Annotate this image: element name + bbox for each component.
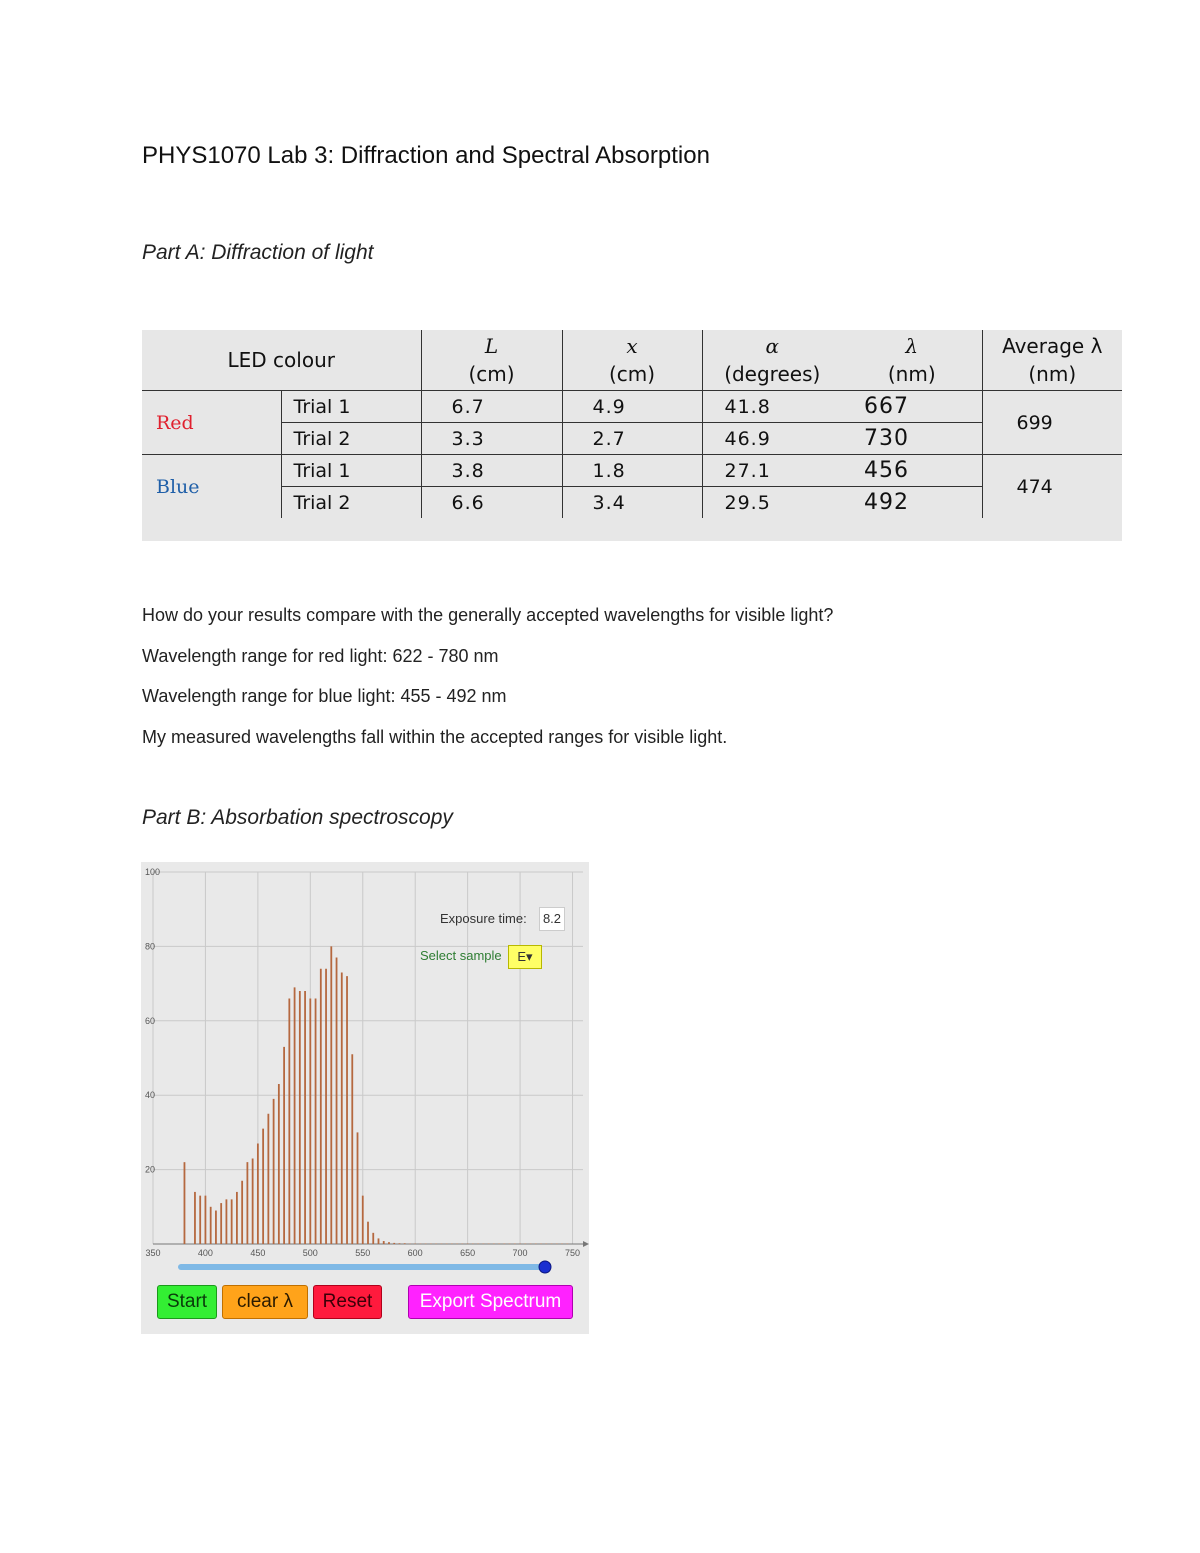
cell-alpha: 41.8 [702, 391, 842, 423]
spectrum-chart [141, 862, 589, 1334]
cell-x: 1.8 [562, 455, 702, 487]
x-tick-label: 600 [407, 1248, 423, 1258]
led-colour-red: Red [142, 391, 281, 455]
cell-lambda: 667 [842, 391, 982, 423]
exposure-time-input[interactable]: 8.2 [539, 907, 565, 931]
cell-lambda: 492 [864, 490, 909, 515]
table-row [142, 423, 1122, 455]
cell-alpha: 46.9 [702, 423, 842, 455]
conclusion-text: My measured wavelengths fall within the accepted ranges for visible light. [142, 727, 728, 747]
blue-range-text: Wavelength range for blue light: 455 - 492 nm [142, 686, 507, 706]
select-sample-label: Select sample [420, 948, 502, 963]
diffraction-table [142, 330, 1122, 518]
spectrometer-panel [141, 862, 589, 1334]
x-tick-label: 550 [355, 1248, 371, 1258]
cell-x: 4.9 [562, 391, 702, 423]
comparison-question: How do your results compare with the generally accepted wavelengths for visible light? [142, 605, 834, 625]
x-tick-label: 350 [145, 1248, 161, 1258]
cell-L: 6.7 [421, 391, 562, 423]
header-led-colour: LED colour [142, 330, 421, 391]
cell-lambda: 456 [842, 455, 982, 487]
header-x: x (cm) [562, 330, 702, 391]
x-axis-arrow-icon [583, 1241, 589, 1247]
table-header-row [142, 330, 1122, 391]
cell-alpha: 27.1 [702, 455, 842, 487]
start-button[interactable]: Start [157, 1285, 217, 1319]
cell-x: 3.4 [562, 487, 702, 519]
cell-L: 6.6 [421, 487, 562, 519]
x-tick-label: 700 [512, 1248, 528, 1258]
page-title: PHYS1070 Lab 3: Diffraction and Spectral Absorption [142, 142, 710, 169]
y-tick-label: 20 [145, 1164, 156, 1175]
y-tick-label: 60 [145, 1015, 156, 1026]
x-tick-label: 750 [564, 1248, 581, 1258]
exposure-time-label: Exposure time: [440, 911, 527, 926]
header-L: L (cm) [421, 330, 562, 391]
clear-lambda-button[interactable]: clear λ [222, 1285, 308, 1319]
sample-select[interactable]: E▾ [508, 945, 542, 969]
cell-alpha: 29.5 [702, 487, 842, 519]
cell-average-red: 699 [982, 391, 1122, 455]
trial-label: Trial 1 [281, 455, 421, 487]
x-tick-label: 500 [302, 1248, 318, 1258]
cell-L: 3.8 [421, 455, 562, 487]
table-row [142, 455, 1122, 487]
part-a-heading: Part A: Diffraction of light [142, 241, 374, 264]
wavelength-slider-handle[interactable] [539, 1261, 551, 1273]
x-tick-label: 450 [250, 1248, 266, 1258]
export-spectrum-button[interactable]: Export Spectrum [408, 1285, 573, 1319]
table-row [142, 487, 1122, 519]
x-tick-label: 650 [460, 1248, 476, 1258]
cell-average-blue: 474 [982, 455, 1122, 519]
cell-L: 3.3 [421, 423, 562, 455]
header-alpha: α (degrees) [702, 330, 842, 391]
trial-label: Trial 2 [281, 487, 421, 519]
led-colour-blue: Blue [156, 475, 200, 498]
x-tick-label: 400 [197, 1248, 213, 1258]
header-average-lambda: Average λ (nm) [982, 330, 1122, 391]
cell-lambda: 730 [842, 423, 982, 455]
y-tick-label: 40 [145, 1090, 156, 1101]
cell-x: 2.7 [562, 423, 702, 455]
trial-label: Trial 2 [281, 423, 421, 455]
diffraction-table-panel [142, 330, 1122, 541]
table-row [142, 391, 1122, 423]
y-tick-label: 80 [145, 941, 156, 952]
trial-label: Trial 1 [281, 391, 421, 423]
part-b-heading: Part B: Absorbation spectroscopy [142, 806, 453, 829]
y-tick-label: 100 [145, 867, 161, 877]
header-lambda: λ (nm) [842, 330, 982, 391]
reset-button[interactable]: Reset [313, 1285, 382, 1319]
red-range-text: Wavelength range for red light: 622 - 780 nm [142, 646, 499, 666]
